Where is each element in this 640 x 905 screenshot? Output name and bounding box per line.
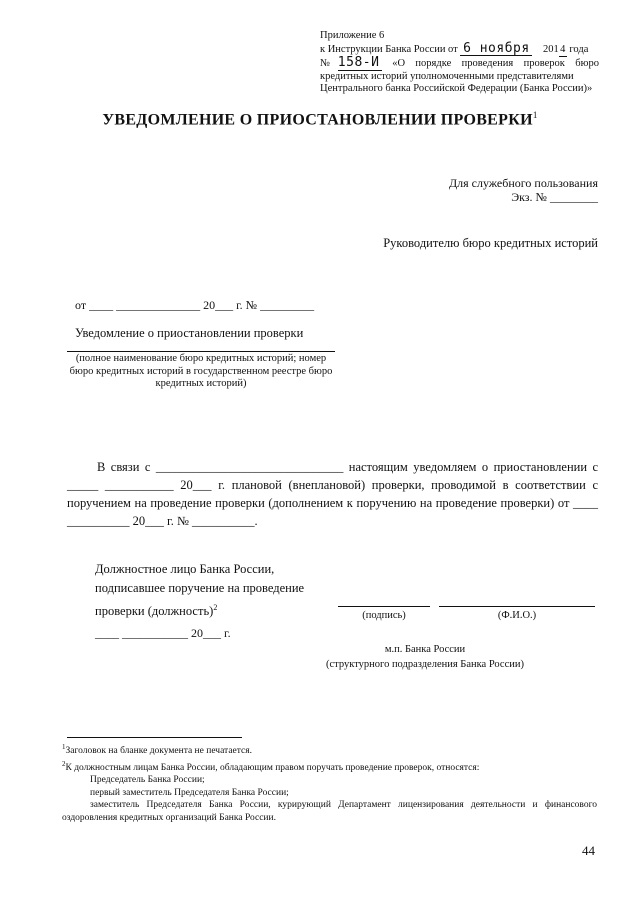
copy-number: Экз. № ________ (511, 190, 598, 204)
handwritten-date: 6 ноября (460, 43, 532, 57)
signer-block (95, 560, 355, 621)
appendix-header (320, 30, 599, 96)
body-paragraph: В связи с ______________________________ настоящим уведомляем о приостановлении с _____ ___________ 20___ г. плановой (внеплановой) проверки, проводимой в соответствии с поручением на проведение проверки (дополнением к поручению на проведение проверки) от ____ __________ 20___ г. № __________. (67, 460, 598, 528)
page-number: 44 (582, 843, 595, 858)
signer-line-1: Должностное лицо Банка России, (95, 562, 275, 576)
document-title (0, 110, 640, 129)
appendix-year-suffix: года (569, 43, 589, 55)
seal-caption: (структурного подразделения Банка России) (326, 659, 524, 670)
document-title-text: УВЕДОМЛЕНИЕ О ПРИОСТАНОВЛЕНИИ ПРОВЕРКИ (102, 111, 533, 129)
official-use-block (449, 176, 598, 204)
handwritten-year-digit: 4 (559, 44, 567, 58)
signature-label: (подпись) (362, 610, 406, 621)
signer-line-3: проверки (должность)$^2$ (95, 603, 218, 619)
recipient: Руководителю бюро кредитных историй (383, 236, 598, 250)
appendix-instruction-name-cont: кредитных историй уполномоченными представителями (320, 70, 574, 82)
number-sign: № (320, 58, 338, 69)
appendix-instruction-name-start: «О порядке проведения проверок бюро (392, 58, 599, 69)
seal-block (310, 642, 540, 672)
appendix-instruction-number (320, 57, 599, 71)
signature-date-line: ____ ___________ 20___ г. (95, 626, 231, 640)
notice-date-number-line: от ____ ______________ 20___ г. № _________ (75, 298, 315, 312)
title-footnote-mark: 1 (532, 110, 538, 120)
name-label: (Ф.И.О.) (497, 610, 537, 621)
footnote-2-item-3: заместитель Председателя Банка России, курирующий Департамент лицензирования деятельности и финансового оздоровления кредитных организаций Банка России. (62, 800, 597, 823)
appendix-instruction-prefix: к Инструкции Банка России от (320, 43, 458, 55)
footnote-separator (67, 737, 242, 738)
notice-label: Уведомление о приостановлении проверки (75, 326, 304, 340)
appendix-year-prefix: 201 (543, 43, 559, 55)
appendix-instruction-name-end: Центрального банка Российской Федерации (Банка России)» (320, 83, 593, 94)
signer-footnote-mark: 2 (213, 603, 218, 612)
official-use-label: Для служебного пользования (448, 176, 598, 190)
bureau-name-caption: (полное наименование бюро кредитных историй; номер бюро кредитных историй в государственном реестре бюро кредитных историй) (69, 353, 333, 389)
footnotes (62, 741, 597, 824)
appendix-title: Приложение 6 (320, 30, 385, 41)
footnote-2: $^2$К должностным лицам Банка России, обладающим правом поручать проведение проверок, относятся: (62, 759, 480, 773)
footnote-2-item-1: Председатель Банка России; (90, 775, 205, 786)
bureau-name-blank-line (67, 351, 335, 352)
name-blank-line (439, 606, 595, 607)
footnote-1: $^1$Заголовок на бланке документа не печатается. (62, 743, 252, 757)
body-text (67, 458, 598, 530)
signature-blank-line (338, 606, 430, 607)
handwritten-number: 158-И (338, 57, 382, 71)
signer-line-2: подписавшее поручение на проведение (95, 581, 305, 595)
seal-label: м.п. Банка России (384, 644, 466, 655)
footnote-2-item-2: первый заместитель Председателя Банка России; (90, 787, 289, 798)
